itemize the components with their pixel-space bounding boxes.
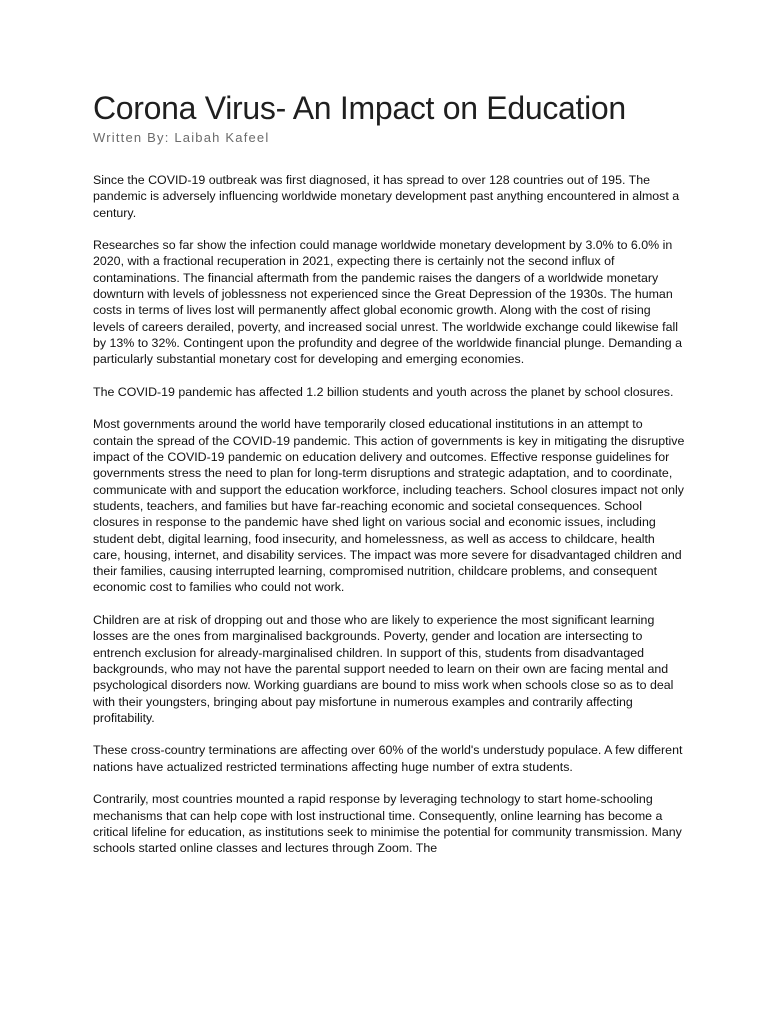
paragraph-1: Since the COVID-19 outbreak was first diagnosed, it has spread to over 128 countries out of 195. The pandemic is adversely influencing worldwide monetary development past anything encountered in almost a century. — [93, 173, 680, 220]
document-title: Corona Virus- An Impact on Education — [93, 90, 626, 126]
document-body — [93, 172, 685, 873]
document-byline: Written By: Laibah Kafeel — [93, 130, 270, 145]
paragraph-6: These cross-country terminations are affecting over 60% of the world's understudy populace. A few different nations have actualized restricted terminations affecting huge number of extra students. — [93, 743, 683, 774]
paragraph-5: Children are at risk of dropping out and those who are likely to experience the most significant learning losses are the ones from marginalised backgrounds. Poverty, gender and location are intersecting to entrench exclusion for already-marginalised children. In support of this, students from disadvantaged backgrounds, who may not have the parental support needed to learn on their own are facing mental and psychological disorders now. Working guardians are bound to miss work when schools close so as to deal with their youngsters, bringing about pay misfortune in numerous examples and contrarily affecting profitability. — [93, 613, 674, 725]
paragraph-4: Most governments around the world have temporarily closed educational institutions in an attempt to contain the spread of the COVID-19 pandemic. This action of governments is key in mitigating the disruptive impact of the COVID-19 pandemic on education delivery and outcomes. Effective response guidelines for governments stress the need to plan for long-term disruptions and strategic adaptation, and to coordinate, communicate with and support the education workforce, including teachers. School closures impact not only students, teachers, and families but have far-reaching economic and societal consequences. School closures in response to the pandemic have shed light on various social and economic issues, including student debt, digital learning, food insecurity, and homelessness, as well as access to childcare, health care, housing, internet, and disability services. The impact was more severe for disadvantaged children and their families, causing interrupted learning, compromised nutrition, childcare problems, and consequent economic cost to families who could not work. — [93, 417, 685, 595]
paragraph-7: Contrarily, most countries mounted a rapid response by leveraging technology to start home-schooling mechanisms that can help cope with lost instructional time. Consequently, online learning has become a critical lifeline for education, as institutions seek to minimise the potential for community transmission. Many schools started online classes and lectures through Zoom. The — [93, 792, 682, 856]
paragraph-2: Researches so far show the infection could manage worldwide monetary development by 3.0% to 6.0% in 2020, with a fractional recuperation in 2021, expecting there is certainly not the second influx of contaminations. The financial aftermath from the pandemic raises the dangers of a worldwide monetary downturn with levels of joblessness not experienced since the Great Depression of the 1930s. The human costs in terms of lives lost will permanently affect global economic growth. Along with the cost of rising levels of careers derailed, poverty, and increased social unrest. The worldwide exchange could likewise fall by 13% to 32%. Contingent upon the profundity and degree of the worldwide financial plunge. Demanding a particularly substantial monetary cost for developing and emerging economies. — [93, 238, 682, 367]
paragraph-3: The COVID-19 pandemic has affected 1.2 billion students and youth across the planet by school closures. — [93, 384, 674, 399]
